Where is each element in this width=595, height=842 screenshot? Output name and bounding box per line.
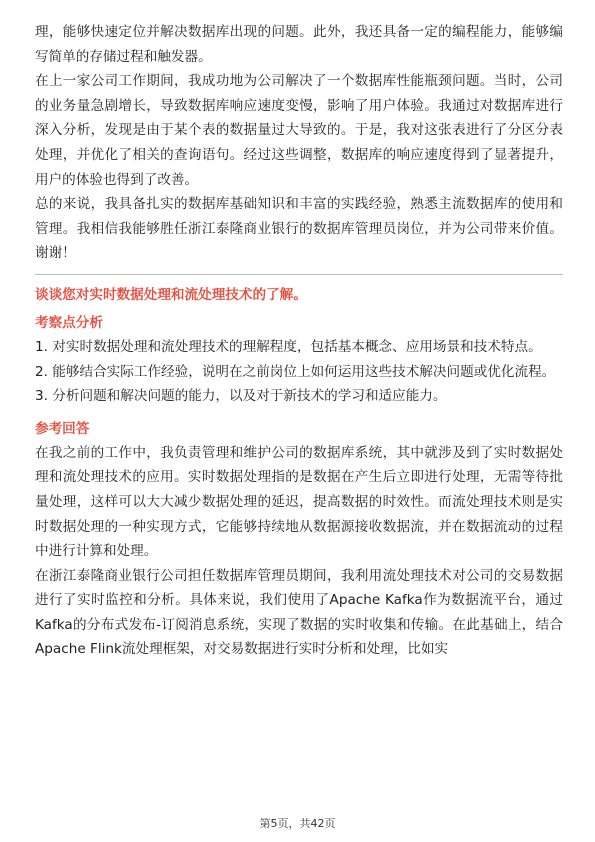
page-number: 第5页，共42页 <box>259 817 336 830</box>
question-title: 谈谈您对实时数据处理和流处理技术的了解。 <box>35 286 307 303</box>
intro-paragraph-1: 理，能够快速定位并解决数据库出现的问题。此外，我还具备一定的编程能力，能够编写简单的存储过程和触发器。 <box>35 24 563 65</box>
page-content <box>35 20 563 662</box>
analysis-item-2: 2. 能够结合实际工作经验，说明在之前岗位上如何运用这些技术解决问题或优化流程。 <box>35 363 556 380</box>
intro-paragraph-2: 在上一家公司工作期间，我成功地为公司解决了一个数据库性能瓶颈问题。当时，公司的业务量急剧增长，导致数据库响应速度变慢，影响了用户体验。我通过对数据库进行深入分析，发现是由于某个表的数据量过大导致的。于是，我对这张表进行了分区分表处理，并优化了相关的查询语句。经过这些调整，数据库的响应速度得到了显著提升，用户的体验也得到了改善。 <box>35 73 563 188</box>
answer-heading: 参考回答 <box>35 420 90 437</box>
intro-paragraph-3: 总的来说，我具备扎实的数据库基础知识和丰富的实践经验，熟悉主流数据库的使用和管理。我相信我能够胜任浙江泰隆商业银行的数据库管理员岗位，并为公司带来价值。谢谢！ <box>35 196 563 262</box>
analysis-item-3: 3. 分析问题和解决问题的能力，以及对于新技术的学习和适应能力。 <box>35 388 447 405</box>
analysis-heading: 考察点分析 <box>35 314 103 331</box>
section-divider <box>35 274 563 275</box>
answer-paragraph-2: 在浙江泰隆商业银行公司担任数据库管理员期间，我利用流处理技术对公司的交易数据进行了实时监控和分析。具体来说，我们使用了Apache Kafka作为数据流平台，通过Kafka的分布式发布-订阅消息系统，实现了数据的实时收集和传输。在此基础上，结合Apache Flink流处理框架，对交易数据进行实时分析和处理，比如实 <box>35 567 563 658</box>
analysis-item-1: 1. 对实时数据处理和流处理技术的理解程度，包括基本概念、应用场景和技术特点。 <box>35 338 542 355</box>
answer-paragraph-1: 在我之前的工作中，我负责管理和维护公司的数据库系统，其中就涉及到了实时数据处理和流处理技术的应用。实时数据处理指的是数据在产生后立即进行处理，无需等待批量处理，这样可以大大减少数据处理的延迟，提高数据的时效性。而流处理技术则是实时数据处理的一种实现方式，它能够持续地从数据源接收数据流，并在数据流动的过程中进行计算和处理。 <box>35 444 563 560</box>
